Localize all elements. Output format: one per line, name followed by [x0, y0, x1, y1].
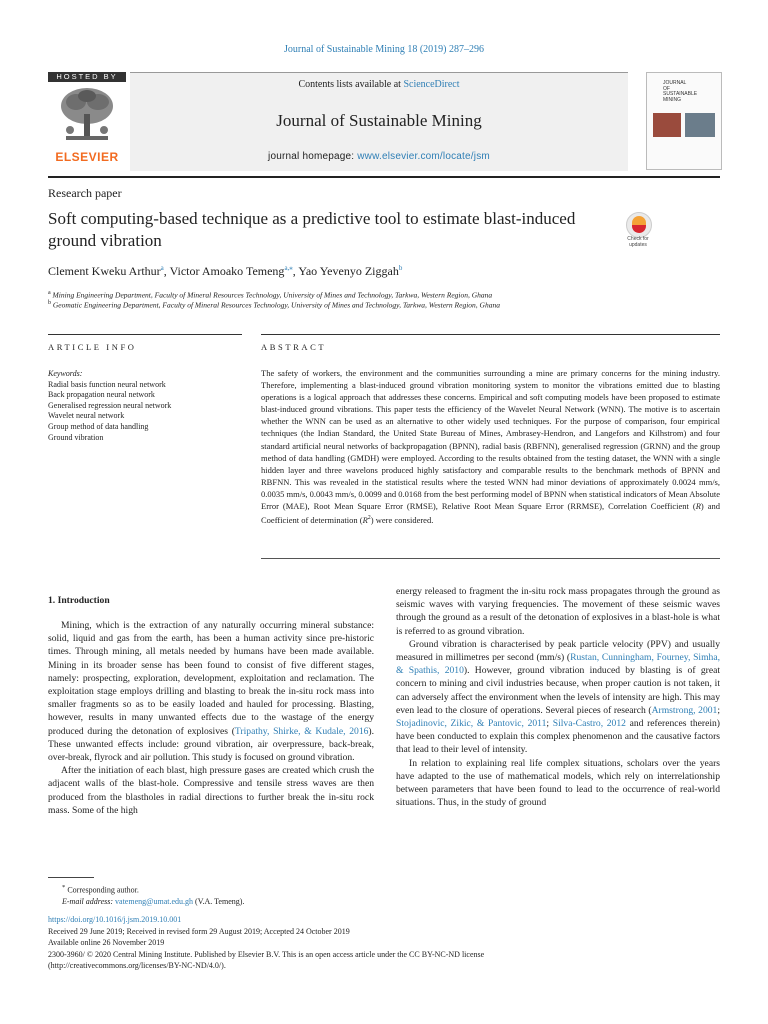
article-info-heading: ARTICLE INFO [48, 342, 137, 352]
article-history [48, 914, 484, 972]
elsevier-tree-icon [56, 84, 118, 146]
cover-photo-left [653, 113, 681, 137]
keyword: Back propagation neural network [48, 390, 155, 400]
citation-link[interactable]: Rustan, Cunningham, Fourney, Simha, & Spathis, 2010 [396, 652, 720, 677]
hosted-by-label: HOSTED BY [48, 72, 126, 82]
paragraph: In relation to explaining real life complex situations, scholars over the years have adapted to the use of mathematical models, which rely on interrelationship between parameters that have been found to lead to the occurrence of real-world situations. Thus, in the study of ground [396, 757, 720, 809]
article-info-rule [48, 334, 242, 335]
keywords-label: Keywords: [48, 369, 83, 378]
author-email-link[interactable]: vatemeng@umat.edu.gh [115, 897, 194, 907]
author-name: Yao Yevenyo Ziggah [298, 264, 399, 278]
section-heading-introduction: 1. Introduction [48, 595, 110, 606]
received-dates: Received 29 June 2019; Received in revised form 29 August 2019; Accepted 24 October 2019 [48, 926, 350, 936]
author-affiliation-link[interactable]: b [398, 264, 403, 272]
article-title: Soft computing-based technique as a predictive tool to estimate blast-induced ground vibration [48, 209, 576, 250]
cover-photo-right [685, 113, 715, 137]
abstract-heading: ABSTRACT [261, 342, 327, 352]
citation-link[interactable]: Stojadinovic, Zikic, & Pantovic, 2011 [396, 718, 547, 730]
body-column-left [48, 619, 374, 817]
cover-title: JOURNAL OF SUSTAINABLE MINING [663, 80, 698, 103]
paragraph: energy released to fragment the in-situ rock mass propagates through the ground as seismic waves with varying frequencies. The movement of these seismic waves through the ground as a result of the detonation of explosives in a blast-hole is what is referred to as ground vibration. [396, 586, 720, 637]
doi-link[interactable]: https://doi.org/10.1016/j.jsm.2019.10.001 [48, 915, 182, 924]
keyword: Ground vibration [48, 432, 104, 442]
journal-cover-thumbnail[interactable] [646, 72, 722, 170]
footnote-rule [48, 877, 94, 878]
paragraph: After the initiation of each blast, high pressure gases are created which crush the adjacent walls of the blast-hole. Compressive and tensile stress waves are then produced from the blastholes in radial directions to further break the in-situ rock mass. Some of the high [48, 765, 374, 816]
keyword: Generalised regression neural network [48, 400, 172, 410]
affiliation-a: $^a$ Mining Engineering Department, Faculty of Mineral Resources Technology, University of Mines and Technology, Tarkwa, Western Region, Ghana [48, 290, 493, 300]
author-name: Clement Kweku Arthur [48, 264, 161, 278]
keyword: Group method of data handling [48, 421, 149, 431]
citation-link[interactable]: Tripathy, Shirke, & Kudale, 2016 [234, 725, 369, 737]
journal-masthead [130, 72, 628, 171]
body-column-right [396, 585, 720, 809]
homepage-line: journal homepage: www.elsevier.com/locate/jsm [268, 151, 490, 162]
keyword: Wavelet neural network [48, 411, 125, 421]
keyword: Radial basis function neural network [48, 379, 166, 389]
elsevier-logo [48, 72, 126, 164]
sciencedirect-link[interactable]: ScienceDirect [403, 79, 460, 90]
license-url: (http://creativecommons.org/licenses/BY-NC-ND/4.0/). [48, 961, 226, 971]
citation-link[interactable]: Armstrong, 2001 [651, 704, 718, 716]
abstract-rule [261, 334, 720, 335]
keywords-list [48, 369, 171, 443]
crossmark-icon [626, 212, 652, 238]
header-divider [48, 176, 720, 178]
affiliation-b: $^b$ Geomatic Engineering Department, Faculty of Mineral Resources Technology, University of Mines and Technology, Tarkwa, Western Region, Ghana [48, 300, 500, 310]
check-for-updates-badge[interactable]: Check for updates [620, 212, 656, 252]
elsevier-wordmark: ELSEVIER [55, 150, 119, 164]
author-list: Clement Kweku Arthur$^a$, Victor Amoako Temeng$^{a,⁎}$, Yao Yevenyo Ziggah$^b$ [48, 264, 403, 278]
author-affiliation-link[interactable]: a,⁎ [284, 264, 293, 272]
article-type: Research paper [48, 186, 122, 200]
corresponding-author-footnote: * Corresponding author. E-mail address: vatemeng@umat.edu.gh (V.A. Temeng). [62, 884, 245, 907]
citation-link[interactable]: Silva-Castro, 2012 [552, 718, 626, 730]
journal-citation[interactable]: Journal of Sustainable Mining 18 (2019) 287–296 [284, 44, 484, 55]
contents-line: Contents lists available at ScienceDirect [298, 79, 460, 90]
copyright-notice: 2300-3960/ © 2020 Central Mining Institute. Published by Elsevier B.V. This is an open access article under the CC BY-NC-ND license [48, 949, 485, 959]
paragraph: Mining, which is the extraction of any naturally occurring mineral substance: solid, liquid and gas from the earth, has been a human activity since pre-historic times. Through mining, all metals needed by humans have been made available. Mining in its broader sense has been found to consist of five different stages, namely: prospecting, exploration, development, exploitation and reclamation. The exploitation stage employs drilling and blasting to break the in-situ rock mass into smaller fragments so as to be easily loaded and hauled for processing. Blasting, however, results in many unwanted effects due to the wastage of the energy produced during the detonation of explosives (Tripathy, Shirke, & Kudale, 2016). These unwanted effects include: ground vibration, air overpressure, back-break, over-break, flyrock and air pollution. This study is focused on ground vibration. [48, 620, 375, 764]
abstract-end-rule [261, 558, 720, 559]
abstract-text: The safety of workers, the environment and the communities surrounding a mine are primary concerns for the mining industry. Therefore, implementing a blast-induced ground vibration monitoring system to monitor the vibrations emitted due to blasting operations is a logical approach that addresses these concerns. Empirical and soft computing models have been proposed to estimate blast-induced ground vibrations. This paper tests the efficiency of the Wavelet Neural Network (WNN). The motive is to ascertain whether the WNN can be used as an alternative to other widely used techniques. For the purpose of comparison, four empirical techniques (the Indian Standard, the United State Bureau of Mines, Ambrasey-Hendron, and Langefors and Kilhstrom) and four standard artificial neural networks of backpropagation (BPNN), radial basis (RBFNN), generalised regression (GRNN) and the group method of data handling (GMDH) were employed. According to the results obtained from the testing dataset, the WNN with a single hidden layer and three wavelons produced highly satisfactory and comparable results to the benchmark methods of BPNN and RBFNN. This was revealed in the statistical results where the tested WNN had minor deviations of approximately 0.0024 mm/s, 0.0035 mm/s, 0.0043 mm/s, 0.0099 and 0.0168 from the best performing model of BPNN when statistical indicators of Mean Absolute Error (MAE), Root Mean Square Error (RMSE), Relative Root Mean Square Error (RRMSE), Correlation Coefficient (R) and Coefficient of determination $(R^2)$ were considered. [261, 368, 720, 525]
author-name: Victor Amoako Temeng [169, 264, 285, 278]
journal-title: Journal of Sustainable Mining [276, 111, 482, 130]
homepage-link[interactable]: www.elsevier.com/locate/jsm [357, 151, 490, 162]
paragraph: Ground vibration is characterised by peak particle velocity (PPV) and usually measured in millimetres per second (mm/s) (Rustan, Cunningham, Fourney, Simha, & Spathis, 2010). However, ground vibration induced by blasting is of great concern to mining and civil industries because, when proper caution is not taken, it can adversely affect the environment when the levels of intensity are high. This may even lead to the closure of operations. Several pieces of research (Armstrong, 2001; Stojadinovic, Zikic, & Pantovic, 2011; Silva-Castro, 2012 and references therein) have been conducted to explain this complex phenomenon and the causative factors that lead to their level of intensity. [396, 638, 721, 756]
available-online: Available online 26 November 2019 [48, 938, 165, 948]
author-affiliation-link[interactable]: a [160, 264, 164, 272]
